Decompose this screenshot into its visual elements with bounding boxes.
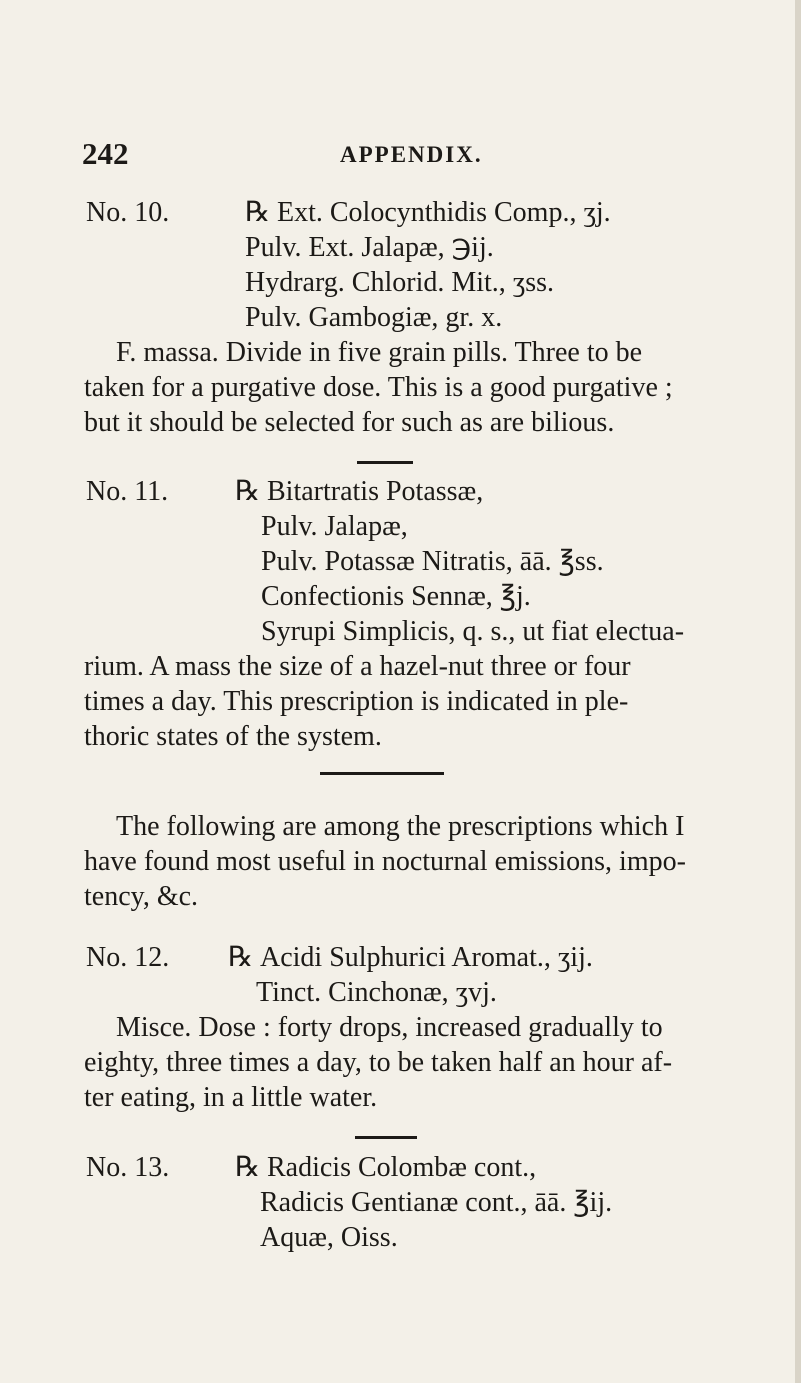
rx-symbol: ℞ bbox=[235, 476, 261, 507]
ingredient-line: Acidi Sulphurici Aromat., ʒij. bbox=[260, 942, 593, 973]
body-line: rium. A mass the size of a hazel-nut three or four bbox=[84, 651, 631, 682]
running-head: APPENDIX. bbox=[340, 142, 483, 167]
ingredient-line: Bitartratis Potassæ, bbox=[267, 476, 484, 507]
rx-number: No. 10. bbox=[86, 197, 170, 228]
page-number: 242 bbox=[82, 136, 129, 171]
rx-number: No. 12. bbox=[86, 942, 170, 973]
body-line: have found most useful in nocturnal emissions, impo- bbox=[84, 846, 686, 877]
ingredient-line: Tinct. Cinchonæ, ʒvj. bbox=[256, 977, 497, 1008]
ingredient-line: Hydrarg. Chlorid. Mit., ʒss. bbox=[245, 267, 555, 298]
rx-symbol: ℞ bbox=[228, 942, 254, 973]
body-line: thoric states of the system. bbox=[84, 721, 382, 752]
ingredient-line: Radicis Gentianæ cont., āā. ℥ij. bbox=[260, 1187, 613, 1218]
section-rule bbox=[357, 461, 413, 464]
section-rule bbox=[355, 1136, 417, 1139]
ingredient-line: Pulv. Jalapæ, bbox=[261, 511, 408, 542]
body-line: The following are among the prescriptions which I bbox=[116, 811, 685, 842]
rx-number: No. 13. bbox=[86, 1152, 170, 1183]
ingredient-line: Radicis Colombæ cont., bbox=[267, 1152, 537, 1183]
body-line: eighty, three times a day, to be taken half an hour af- bbox=[84, 1047, 673, 1078]
body-line: tency, &c. bbox=[84, 881, 199, 912]
rx-number: No. 11. bbox=[86, 476, 169, 507]
rx-symbol: ℞ bbox=[235, 1152, 261, 1183]
body-line: taken for a purgative dose. This is a good purgative ; bbox=[84, 372, 673, 403]
body-line: F. massa. Divide in five grain pills. Three to be bbox=[116, 337, 643, 368]
ingredient-line: Pulv. Potassæ Nitratis, āā. ℥ss. bbox=[261, 546, 604, 577]
ingredient-line: Pulv. Gambogiæ, gr. x. bbox=[245, 302, 503, 333]
body-line: times a day. This prescription is indicated in ple- bbox=[84, 686, 629, 717]
body-line: Misce. Dose : forty drops, increased gradually to bbox=[116, 1012, 663, 1043]
body-line: but it should be selected for such as are bilious. bbox=[84, 407, 615, 438]
ingredient-line: Pulv. Ext. Jalapæ, ℈ij. bbox=[245, 232, 494, 263]
ingredient-line: Ext. Colocynthidis Comp., ʒj. bbox=[277, 197, 611, 228]
section-rule bbox=[320, 772, 444, 775]
ingredient-line: Aquæ, Oiss. bbox=[260, 1222, 398, 1253]
ingredient-line: Syrupi Simplicis, q. s., ut fiat electua- bbox=[261, 616, 685, 647]
ingredient-line: Confectionis Sennæ, ℥j. bbox=[261, 581, 531, 612]
page-edge bbox=[795, 0, 801, 1383]
body-line: ter eating, in a little water. bbox=[84, 1082, 378, 1113]
rx-symbol: ℞ bbox=[245, 197, 271, 228]
page-header bbox=[82, 136, 722, 176]
